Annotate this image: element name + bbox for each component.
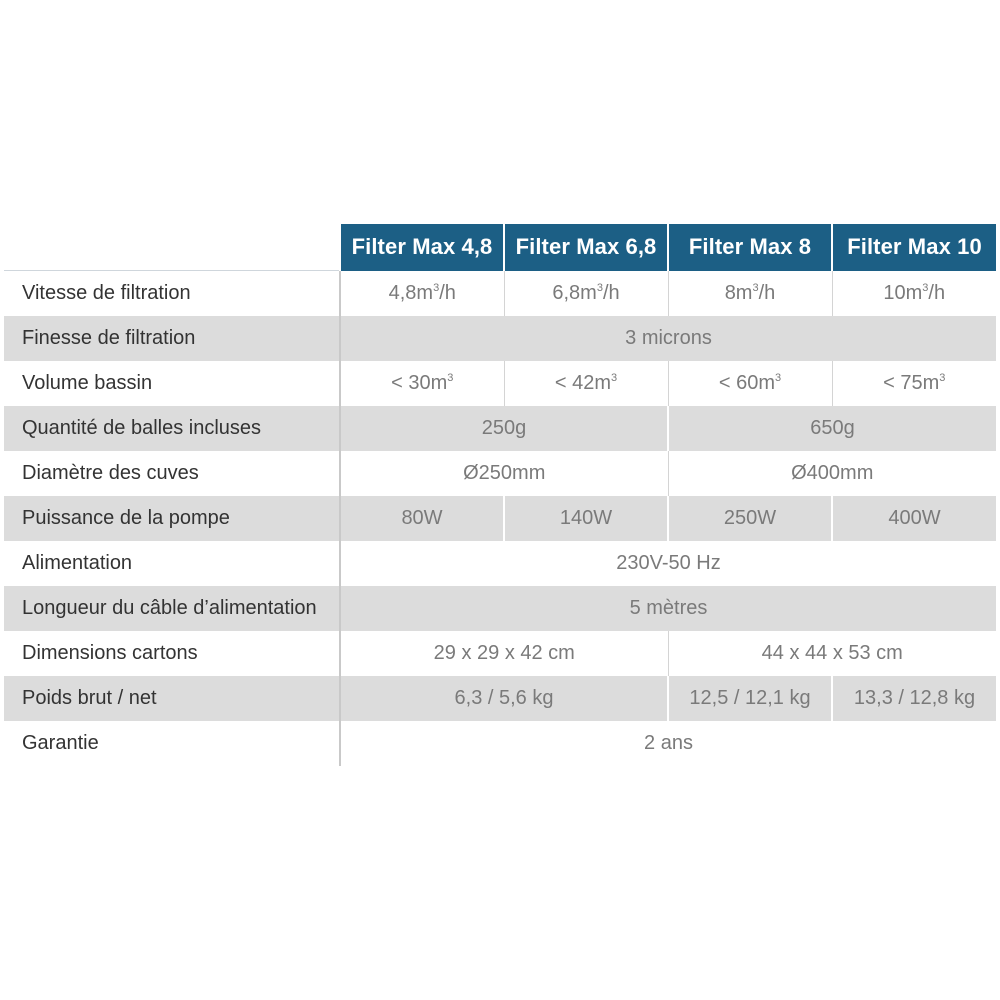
row-label: Finesse de filtration [4, 316, 340, 361]
cell-volume-4 [832, 361, 996, 406]
cell-poids-a: 6,3 / 5,6 kg [340, 676, 668, 721]
row-vitesse [4, 271, 996, 317]
model-header-1: Filter Max 4,8 [340, 224, 504, 271]
value: 10m [883, 281, 923, 304]
cell-puissance-3: 250W [668, 496, 832, 541]
cell-puissance-4: 400W [832, 496, 996, 541]
row-label: Quantité de balles incluses [4, 406, 340, 451]
model-header-4: Filter Max 10 [832, 224, 996, 271]
model-header-3: Filter Max 8 [668, 224, 832, 271]
cell-diametre-a: Ø250mm [340, 451, 668, 496]
exponent: 3 [596, 281, 603, 294]
unit: /h [928, 281, 946, 304]
exponent: 3 [922, 281, 929, 294]
cell-balles-b: 650g [668, 406, 996, 451]
header-corner [4, 224, 340, 271]
value: 8m [724, 281, 753, 304]
cell-volume-3 [668, 361, 832, 406]
value: < 75m [883, 372, 940, 394]
value: < 42m [554, 372, 612, 394]
row-label: Poids brut / net [4, 676, 340, 721]
cell-garantie-all: 2 ans [340, 721, 996, 766]
row-volume [4, 361, 996, 406]
row-balles [4, 406, 996, 451]
header-row [4, 224, 996, 271]
row-cable [4, 586, 996, 631]
exponent: 3 [775, 372, 782, 384]
row-label: Dimensions cartons [4, 631, 340, 676]
cell-finesse-all: 3 microns [340, 316, 996, 361]
spec-table [4, 224, 996, 766]
unit: /h [439, 281, 456, 304]
row-label: Diamètre des cuves [4, 451, 340, 496]
row-garantie [4, 721, 996, 766]
cell-vitesse-1 [340, 271, 504, 317]
cell-cable-all: 5 mètres [340, 586, 996, 631]
row-label: Alimentation [4, 541, 340, 586]
unit: /h [758, 281, 776, 304]
value: < 60m [718, 372, 776, 394]
value: 6,8m [552, 281, 597, 304]
cell-vitesse-2 [504, 271, 668, 317]
value: 4,8m [388, 281, 434, 304]
model-header-2: Filter Max 6,8 [504, 224, 668, 271]
row-diametre [4, 451, 996, 496]
cell-poids-4: 13,3 / 12,8 kg [832, 676, 996, 721]
row-finesse [4, 316, 996, 361]
row-puissance [4, 496, 996, 541]
row-label: Volume bassin [4, 361, 340, 406]
cell-puissance-1: 80W [340, 496, 504, 541]
cell-vitesse-3 [668, 271, 832, 317]
row-dimensions [4, 631, 996, 676]
cell-vitesse-4 [832, 271, 996, 317]
exponent: 3 [752, 281, 759, 294]
cell-diametre-b: Ø400mm [668, 451, 996, 496]
exponent: 3 [939, 372, 946, 384]
row-label: Puissance de la pompe [4, 496, 340, 541]
cell-volume-2 [504, 361, 668, 406]
exponent: 3 [447, 372, 454, 384]
exponent: 3 [433, 281, 440, 294]
row-alimentation [4, 541, 996, 586]
row-label: Garantie [4, 721, 340, 766]
cell-dimensions-a: 29 x 29 x 42 cm [340, 631, 668, 676]
unit: /h [602, 281, 620, 304]
cell-volume-1 [340, 361, 504, 406]
row-label: Longueur du câble d’alimentation [4, 586, 340, 631]
row-label: Vitesse de filtration [4, 271, 340, 317]
exponent: 3 [611, 372, 618, 384]
cell-balles-a: 250g [340, 406, 668, 451]
cell-poids-3: 12,5 / 12,1 kg [668, 676, 832, 721]
row-poids [4, 676, 996, 721]
cell-puissance-2: 140W [504, 496, 668, 541]
cell-dimensions-b: 44 x 44 x 53 cm [668, 631, 996, 676]
value: < 30m [391, 372, 448, 394]
cell-alimentation-all: 230V-50 Hz [340, 541, 996, 586]
